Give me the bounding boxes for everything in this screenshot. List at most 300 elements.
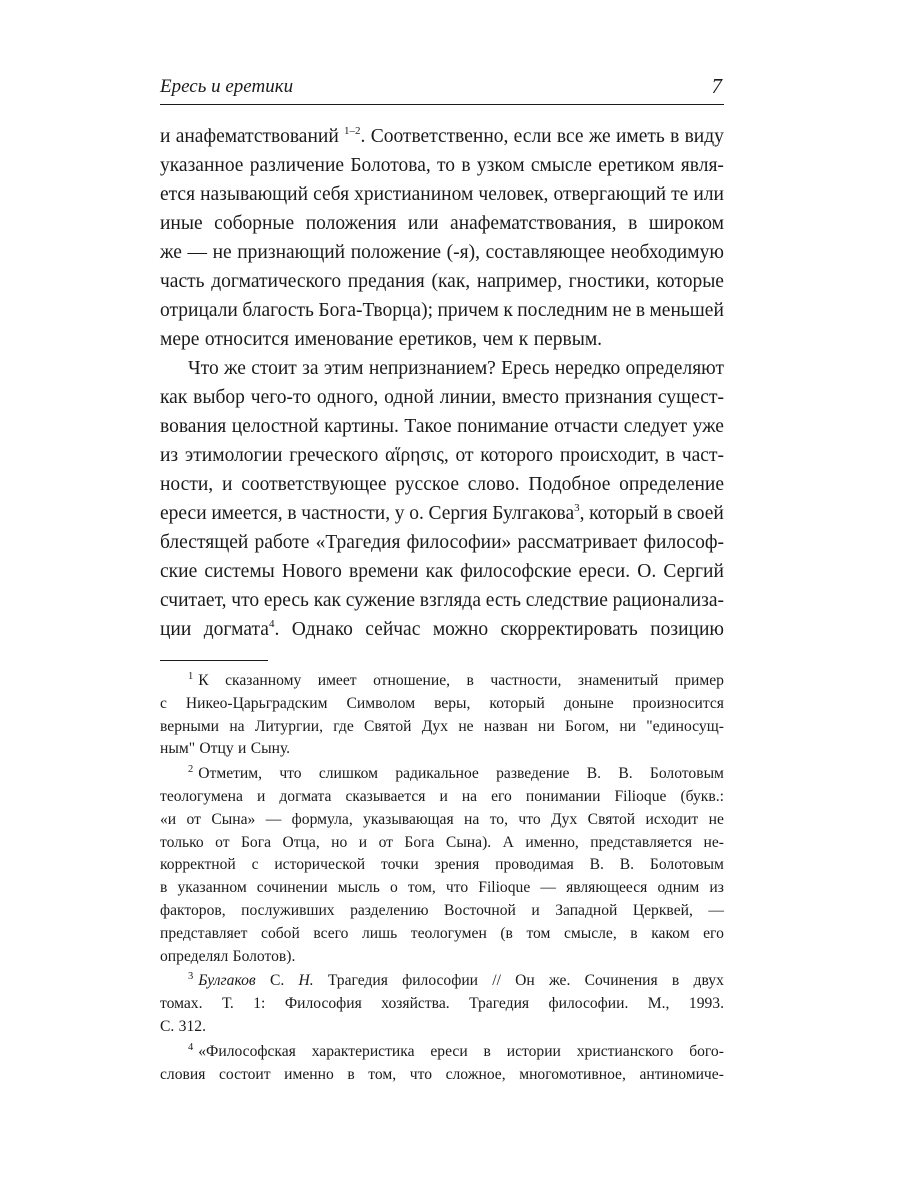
word: что xyxy=(518,810,541,828)
word: ереси. xyxy=(578,561,631,582)
word: или xyxy=(693,184,724,205)
word: которого xyxy=(480,445,554,466)
word: в xyxy=(630,924,638,942)
word: назван xyxy=(483,717,528,735)
word: словия xyxy=(160,1065,206,1083)
word: ется xyxy=(160,184,196,205)
word: Он xyxy=(515,972,535,990)
word: Святой xyxy=(587,810,636,828)
word: послуживших xyxy=(241,901,335,919)
body-line xyxy=(160,209,724,238)
word: определял xyxy=(160,947,229,965)
word: и xyxy=(358,833,368,851)
word: что xyxy=(279,765,302,783)
word: понимание xyxy=(457,416,549,437)
footnote-line xyxy=(160,738,724,761)
page-number: 7 xyxy=(711,74,722,98)
word: радикальное xyxy=(395,765,479,783)
word: «Трагедия xyxy=(315,532,401,553)
word: уже xyxy=(692,416,724,437)
word: лишь xyxy=(362,924,398,942)
word: антиномиче- xyxy=(639,1065,724,1083)
word: не xyxy=(458,717,474,735)
word: истории xyxy=(506,1042,561,1060)
word: составляющее xyxy=(485,242,606,263)
word: веры, xyxy=(434,694,471,712)
running-title: Ересь и еретики xyxy=(160,76,294,97)
body-line xyxy=(160,122,724,151)
word: определяют xyxy=(625,358,724,379)
body-line xyxy=(160,325,724,354)
word: смысле xyxy=(530,155,592,176)
word: сказанному xyxy=(225,672,302,689)
word: в xyxy=(663,503,673,524)
word: отвергающий xyxy=(553,184,667,205)
word: сложное, xyxy=(445,1065,506,1083)
word: К xyxy=(198,672,209,689)
word: этимологии xyxy=(184,445,283,466)
word: последним xyxy=(517,300,608,321)
word: (в xyxy=(500,924,513,942)
footnote-number: 3 xyxy=(188,971,194,983)
word: В. xyxy=(586,765,602,783)
body-line xyxy=(160,238,724,267)
footnote-line xyxy=(160,693,724,716)
word: и xyxy=(160,126,171,147)
word: как xyxy=(313,590,341,611)
footnote-line xyxy=(160,946,724,969)
word: догматического xyxy=(211,271,342,292)
word: различение xyxy=(249,155,345,176)
footnote-number: 2 xyxy=(188,764,194,776)
body-line xyxy=(160,557,724,586)
word: корректной xyxy=(160,856,236,874)
word: "единосущ- xyxy=(646,717,724,735)
word: том, xyxy=(368,1065,397,1083)
word: одной xyxy=(384,387,434,408)
footnote-line xyxy=(160,900,724,923)
word: представляется xyxy=(590,833,693,851)
word: чем xyxy=(482,329,514,350)
word: Бога xyxy=(404,833,435,851)
word: же xyxy=(224,358,246,379)
word: философ- xyxy=(643,532,724,553)
word: (-я), xyxy=(446,242,480,263)
word: часть xyxy=(160,271,205,292)
word: хозяйства. xyxy=(381,995,450,1013)
word: одним xyxy=(657,879,700,897)
word: те xyxy=(671,184,689,205)
word: христианского xyxy=(576,1042,674,1060)
word: от xyxy=(186,810,201,828)
word: теологумен xyxy=(410,924,487,942)
word: отчасти xyxy=(554,416,619,437)
word: широком xyxy=(648,213,724,234)
word: Ересь xyxy=(501,358,550,379)
body-line xyxy=(160,441,724,470)
word: предания xyxy=(347,271,425,292)
word: Трагедия xyxy=(327,972,388,990)
word: ни xyxy=(538,717,555,735)
footnote-lead xyxy=(188,1041,296,1064)
word: философии» xyxy=(406,532,512,553)
word: факторов, xyxy=(160,901,226,919)
word: человек, xyxy=(478,184,549,205)
word: называющий xyxy=(200,184,309,205)
word: Н. xyxy=(298,972,314,990)
word: скорректировать xyxy=(500,619,638,640)
word: или xyxy=(407,213,439,234)
word: доныне xyxy=(563,694,614,712)
word: отношение, xyxy=(373,672,451,689)
word: есть xyxy=(485,590,521,611)
word: разделению xyxy=(350,901,429,919)
word: зрения xyxy=(434,856,480,874)
word: М., xyxy=(647,995,670,1013)
word: догмата xyxy=(279,787,332,805)
word: не xyxy=(612,300,632,321)
word: сказывается xyxy=(345,787,426,805)
body-line xyxy=(160,528,724,557)
word: 312. xyxy=(178,1017,206,1035)
word: многомотивное, xyxy=(519,1065,626,1083)
word: философские xyxy=(460,561,572,582)
word: времени xyxy=(349,561,419,582)
word: благость xyxy=(242,300,314,321)
footnote-line xyxy=(160,809,724,832)
word: мере xyxy=(160,329,200,350)
footnote-number: 4 xyxy=(188,1041,194,1053)
word: Такое xyxy=(404,416,452,437)
word: Filioque xyxy=(614,787,667,805)
word: который xyxy=(589,503,659,524)
word: бого- xyxy=(689,1042,724,1060)
word: формула, xyxy=(291,810,353,828)
word: указывающая xyxy=(363,810,454,828)
word: характеристика xyxy=(311,1042,415,1060)
word: выбор xyxy=(193,387,245,408)
word: одного, xyxy=(316,387,379,408)
body-line xyxy=(160,267,724,296)
word: в xyxy=(461,155,471,176)
word: понимании xyxy=(525,787,601,805)
word: 1: xyxy=(253,995,266,1013)
word: если xyxy=(513,126,552,147)
footnote-separator xyxy=(160,660,268,661)
word: Символом xyxy=(346,694,416,712)
word: определение xyxy=(619,474,724,495)
word: О. xyxy=(637,561,657,582)
body-line xyxy=(160,470,724,499)
word: которые xyxy=(656,271,724,292)
word: положение xyxy=(350,242,442,263)
word: Восточной xyxy=(444,901,516,919)
word: причем xyxy=(437,300,499,321)
word: проводимая xyxy=(495,856,574,874)
word: — xyxy=(265,810,282,828)
word: христианином xyxy=(354,184,474,205)
word: же. xyxy=(548,972,571,990)
word: сущест- xyxy=(657,387,724,408)
word: Т. xyxy=(221,995,234,1013)
word: част- xyxy=(681,445,724,466)
word: догмата$^4$. xyxy=(203,618,280,640)
word: ские xyxy=(160,561,198,582)
word: считает, xyxy=(160,590,227,611)
footnote-line xyxy=(160,1041,724,1064)
footnote-line xyxy=(160,1016,724,1039)
word: Дух xyxy=(421,717,449,735)
word: только xyxy=(160,833,204,851)
word: рассматривает xyxy=(517,532,638,553)
word: например, xyxy=(476,271,562,292)
word: явля- xyxy=(680,155,724,176)
word: своей xyxy=(677,503,724,524)
word: соборные xyxy=(214,213,295,234)
footnotes xyxy=(160,670,724,1086)
word: вместо xyxy=(501,387,559,408)
word: картины. xyxy=(324,416,399,437)
word: блестящей xyxy=(160,532,249,553)
word: представляет xyxy=(160,924,248,942)
word: греческого xyxy=(289,445,379,466)
word: линии, xyxy=(439,387,497,408)
word: работе xyxy=(254,532,310,553)
word: именование xyxy=(294,329,394,350)
word: анафематствования, xyxy=(450,213,617,234)
word: Отцу xyxy=(199,740,234,758)
word: Отца, xyxy=(282,833,320,851)
word: относится xyxy=(204,329,290,350)
footnote-line xyxy=(160,877,724,900)
word: признающий xyxy=(237,242,346,263)
word: В. xyxy=(589,856,604,874)
word: отрицали xyxy=(160,300,238,321)
footnote-line xyxy=(160,1064,724,1087)
word: В. xyxy=(618,765,633,783)
word: Сочинения xyxy=(584,972,658,990)
word: верными xyxy=(160,717,220,735)
word: теологумена xyxy=(160,787,243,805)
footnote-line xyxy=(160,670,724,693)
word: ции xyxy=(160,619,192,640)
word: от xyxy=(215,833,230,851)
word: В. xyxy=(619,856,635,874)
word: гностики, xyxy=(568,271,650,292)
word: происходит, xyxy=(559,445,660,466)
word: к xyxy=(518,329,529,350)
word: иметь xyxy=(615,126,665,147)
word: в xyxy=(628,213,638,234)
footnote-line xyxy=(160,716,724,739)
word: А xyxy=(502,833,514,851)
word: Что xyxy=(188,358,219,379)
word: нередко xyxy=(554,358,621,379)
body-line xyxy=(160,412,724,441)
word: меньшей xyxy=(649,300,724,321)
word: от xyxy=(455,445,474,466)
word: еретиков, xyxy=(398,329,478,350)
word: не xyxy=(212,242,232,263)
word: Нового xyxy=(281,561,342,582)
word: Болотова, xyxy=(350,155,431,176)
word: $^{1-2}$. xyxy=(344,125,366,147)
word: то xyxy=(437,155,456,176)
word: с xyxy=(251,856,259,874)
word: Сергия xyxy=(428,503,488,524)
word: себя xyxy=(313,184,350,205)
word: его xyxy=(491,787,512,805)
word: чего-то xyxy=(250,387,311,408)
footnote-lead xyxy=(188,670,209,693)
word: «и xyxy=(160,810,177,828)
word: Бога xyxy=(240,833,272,851)
word: смысле, xyxy=(563,924,617,942)
word: позицию xyxy=(650,619,724,640)
word: αἵρησις, xyxy=(384,445,449,466)
word: томах. xyxy=(160,995,203,1013)
body-line xyxy=(160,499,724,528)
word: с xyxy=(160,694,167,712)
word: и xyxy=(439,787,448,805)
word: иные xyxy=(160,213,203,234)
word: Булгаков xyxy=(198,972,256,990)
word: Болотовым xyxy=(649,856,724,874)
word: еретиком xyxy=(598,155,675,176)
word: в xyxy=(671,972,680,990)
word: этим xyxy=(323,358,364,379)
footnote-line xyxy=(160,923,724,946)
word: где xyxy=(333,717,354,735)
body-line xyxy=(160,296,724,325)
body-line xyxy=(160,383,724,412)
word: за xyxy=(302,358,319,379)
word: из xyxy=(160,445,179,466)
word: Отметим, xyxy=(198,765,263,783)
word: Filioque xyxy=(478,879,531,897)
word: сужение xyxy=(345,590,416,611)
word: ересь xyxy=(263,590,309,611)
word: философии xyxy=(402,972,479,990)
word: указанное xyxy=(160,155,244,176)
footnote-line xyxy=(160,832,724,855)
word: как xyxy=(160,387,188,408)
word: в xyxy=(287,503,297,524)
word: Трагедия xyxy=(469,995,530,1013)
word: соответствующее xyxy=(241,474,387,495)
word: двух xyxy=(693,972,724,990)
word: что xyxy=(445,879,469,897)
word: узком xyxy=(476,155,525,176)
body-line xyxy=(160,615,724,644)
word: частности, xyxy=(490,672,562,689)
word: в xyxy=(635,300,646,321)
main-text xyxy=(160,122,724,644)
footnote-number: 1 xyxy=(188,671,194,682)
word: стоит xyxy=(251,358,297,379)
word: Дух xyxy=(551,810,578,828)
word: Святой xyxy=(364,717,412,735)
word: в xyxy=(483,1042,491,1060)
word: от xyxy=(378,833,393,851)
word: следует xyxy=(623,416,688,437)
footnote-ref: 3 xyxy=(574,502,580,514)
word: ереси xyxy=(160,503,207,524)
word: мысль xyxy=(337,879,380,897)
word: (как, xyxy=(431,271,471,292)
word: у xyxy=(394,503,405,524)
word: не- xyxy=(703,833,724,851)
word: рационализа- xyxy=(612,590,724,611)
word: анафематствований xyxy=(175,126,339,147)
word: что xyxy=(409,1065,433,1083)
word: исходит xyxy=(645,810,699,828)
body-line xyxy=(160,151,724,180)
word: разведение xyxy=(496,765,570,783)
word: к xyxy=(503,300,513,321)
word: Сына» xyxy=(211,810,256,828)
word: — xyxy=(708,901,724,919)
footnote-lead xyxy=(188,763,262,786)
body-line xyxy=(160,354,724,383)
word: том xyxy=(526,924,551,942)
word: целостной xyxy=(231,416,319,437)
word: исторической xyxy=(274,856,366,874)
word: вования xyxy=(160,416,227,437)
word: Сергий xyxy=(663,561,724,582)
word: ным" xyxy=(160,740,196,758)
word: в xyxy=(670,126,680,147)
word: имеет xyxy=(317,672,357,689)
word: именно, xyxy=(525,833,579,851)
word: как xyxy=(425,561,453,582)
word: Церквей, xyxy=(632,901,693,919)
footnote-ref: 4 xyxy=(268,618,275,630)
word: ности, xyxy=(160,474,214,495)
body-line xyxy=(160,180,724,209)
word: виду xyxy=(684,126,724,147)
word: русское xyxy=(395,474,459,495)
word: являющееся xyxy=(566,879,648,897)
word: Богом, xyxy=(565,717,610,735)
word: частности, xyxy=(301,503,391,524)
footnote-line xyxy=(160,786,724,809)
footnote-line xyxy=(160,993,724,1016)
word: Подобное xyxy=(528,474,611,495)
word: ереси xyxy=(430,1042,468,1060)
word: Однако xyxy=(291,619,353,640)
footnote-line xyxy=(160,854,724,877)
word: (букв.: xyxy=(680,787,724,805)
word: в xyxy=(466,672,474,689)
word: то, xyxy=(489,810,509,828)
word: на xyxy=(229,717,245,735)
word: в xyxy=(347,1065,355,1083)
footnote-line xyxy=(160,763,724,786)
word: о. xyxy=(409,503,424,524)
word: ни xyxy=(619,717,637,735)
footnote-ref: 1–2 xyxy=(344,125,361,137)
word: следствие xyxy=(525,590,608,611)
word: необходимую xyxy=(610,242,724,263)
word: знаменитый xyxy=(577,672,659,689)
word: указанном xyxy=(177,879,247,897)
word: Сына). xyxy=(445,833,492,851)
word: его xyxy=(703,924,724,942)
word: Литургии, xyxy=(254,717,323,735)
word: можно xyxy=(432,619,489,640)
word: все xyxy=(556,126,584,147)
